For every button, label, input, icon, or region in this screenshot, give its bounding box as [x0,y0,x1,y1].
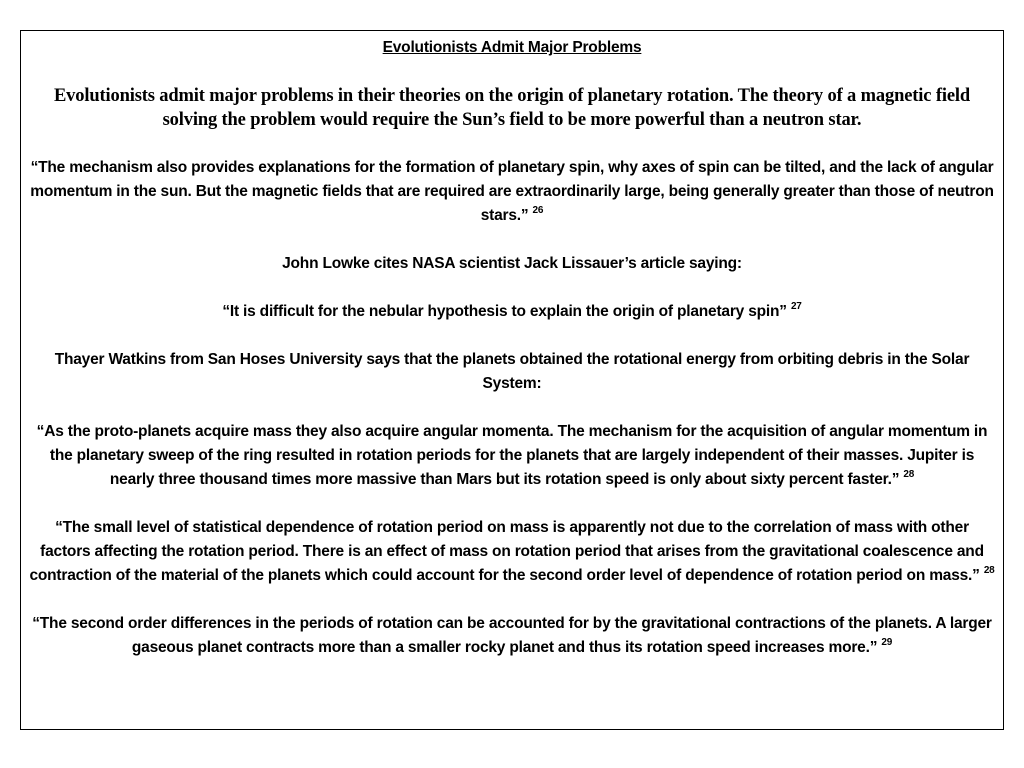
citation-paragraph-2: Thayer Watkins from San Hoses University says that the planets obtained the rotational energy from orbiting debris in the Solar System: [54,351,970,392]
quote-paragraph-5 [29,612,995,660]
quote-text: “It is difficult for the nebular hypothesis to explain the origin of planetary spin” [222,303,787,320]
quote-text: “As the proto-planets acquire mass they also acquire angular momenta. The mechanism for the acquisition of angular momentum in the planetary sweep of the ring resulted in rotation periods for the planets that are largely independent of their masses. Jupiter is nearly three thousand times more massive than Mars but its rotation speed is only about sixty percent faster.” [36,423,988,488]
quote-text: “The mechanism also provides explanations for the formation of planetary spin, why axes of spin can be tilted, and the lack of angular momentum in the sun. But the magnetic fields that are required are extraordinarily large, being generally greater than those of neutron stars.” [30,159,994,224]
footnote-ref: 28 [983,564,995,576]
footnote-ref: 27 [790,300,802,312]
citation-paragraph-1: John Lowke cites NASA scientist Jack Lissauer’s article saying: [282,255,742,272]
spacer [29,324,995,348]
footnote-ref: 29 [881,636,893,648]
intro-paragraph: Evolutionists admit major problems in their theories on the origin of planetary rotation. The theory of a magnetic field solving the problem would require the Sun’s field to be more powerful than a neutron star. [53,86,971,130]
page-title: Evolutionists Admit Major Problems [382,39,642,56]
footnote-ref: 28 [903,468,915,480]
spacer [29,132,995,156]
quote-paragraph-2 [29,300,995,324]
footnote-ref: 26 [532,204,544,216]
spacer [29,276,995,300]
spacer [29,492,995,516]
quote-paragraph-1 [29,156,995,228]
quote-text: “The second order differences in the periods of rotation can be accounted for by the gravitational contractions of the planets. A larger gaseous planet contracts more than a smaller rocky planet and thus its rotation speed increases more.” [32,615,992,656]
slide-frame [20,30,1004,730]
spacer [29,588,995,612]
spacer [29,228,995,252]
quote-text: “The small level of statistical dependence of rotation period on mass is apparently not due to the correlation of mass with other factors affecting the rotation period. There is an effect of mass on rotation period that arises from the gravitational coalescence and contraction of the material of the planets which could account for the second order level of dependence of rotation period on mass.” [29,519,984,584]
quote-paragraph-3 [29,420,995,492]
spacer [29,396,995,420]
quote-paragraph-4 [29,516,995,588]
spacer [29,60,995,84]
